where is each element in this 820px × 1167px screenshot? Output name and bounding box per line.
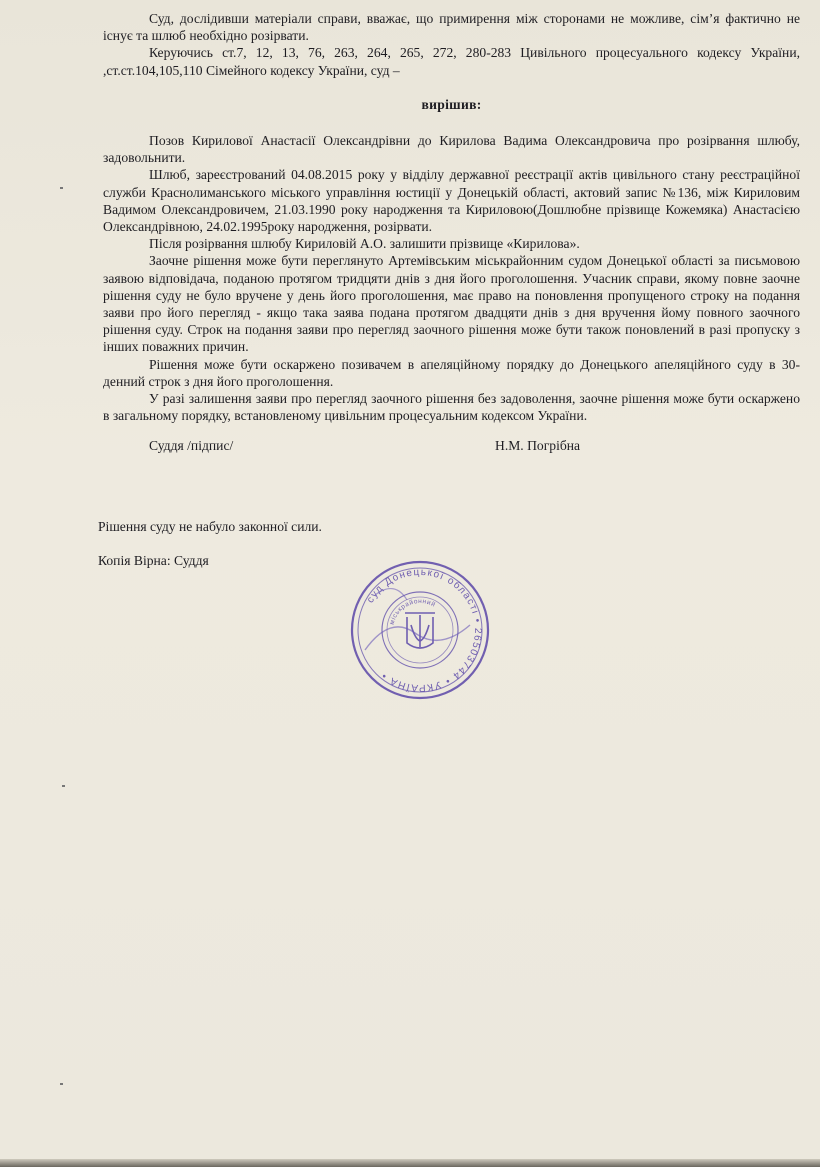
paragraph-surname: Після розірвання шлюбу Кириловій А.О. залишити прізвище «Кирилова». bbox=[149, 236, 580, 252]
page-bottom-edge bbox=[0, 1159, 820, 1167]
svg-text:міськрайонний bbox=[389, 598, 438, 626]
judge-signature-label: Суддя /підпис/ bbox=[149, 438, 234, 454]
court-seal-icon bbox=[345, 555, 495, 705]
svg-text:суд Донецької області • 265037 bbox=[365, 567, 483, 693]
copy-certification: Копія Вірна: Суддя bbox=[98, 553, 209, 568]
paragraph-general-appeal: У разі залишення заяви про перегляд заочного рішення без задоволення, заочне рішення може бути оскаржено в загальному порядку, встановленому цивільним процесуальним кодексом України. bbox=[103, 391, 800, 424]
legal-force-note: Рішення суду не набуло законної сили. bbox=[98, 519, 322, 534]
paragraph-claim-granted: Позов Кирилової Анастасії Олександрівни до Кирилова Вадима Олександровича про розірвання шлюбу, задовольнити. bbox=[103, 133, 800, 166]
paragraph-reasoning: Суд, дослідивши матеріали справи, вважає, що примирення між сторонами не можливе, сім’я фактично не існує та шлюб необхідно розірвати. bbox=[103, 11, 800, 44]
signature-row bbox=[103, 437, 800, 454]
paragraph-appeal: Рішення може бути оскаржено позивачем в апеляційному порядку до Донецького апеляційного суду в 30-денний строк з дня його проголошення. bbox=[103, 356, 800, 389]
trident-icon bbox=[405, 613, 435, 648]
paragraph-legal-basis: Керуючись ст.7, 12, 13, 76, 263, 264, 265, 272, 280-283 Цивільного процесуального кодексу України, ,ст.ст.104,105,110 Сімейного кодексу України, суд – bbox=[103, 45, 800, 78]
judge-name: Н.М. Погрібна bbox=[495, 438, 581, 454]
decision-text bbox=[103, 10, 800, 454]
decision-heading: вирішив: bbox=[421, 96, 482, 112]
paragraph-marriage-dissolved: Шлюб, зареєстрований 04.08.2015 року у відділу державної реєстрації актів цивільного стану реєстраційної служби Краснолиманського міського управління юстиції у Донецькій області, актовий запис №136, між Кириловим Вадимом Олександровичем, 21.03.1990 року народження та Кириловою(Дошлюбне прізвище Кожемяка) Анастасією Олександрівною, 24.02.1995року народження, розірвати. bbox=[103, 167, 800, 235]
paragraph-review-procedure: Заочне рішення може бути переглянуто Артемівським міськрайонним судом Донецької області за письмовою заявою відповідача, поданою протягом тридцяти днів з дня його проголошення. Учасник справи, якому повне заочне рішення суду не було вручене у день його проголошення, має право на поновлення пропущеного строку на подання заяви про його перегляд - якщо така заява подана протягом двадцяти днів з дня вручення йому повного заочного рішення суду. Строк на подання заяви про перегляд заочного рішення може бути також поновлений в разі пропуску з інших поважних причин. bbox=[103, 253, 800, 355]
seal-outer-text: суд Донецької області • 26503744 • УКРАЇНА • bbox=[364, 566, 484, 694]
seal-inner-text: міськрайонний bbox=[388, 597, 437, 626]
